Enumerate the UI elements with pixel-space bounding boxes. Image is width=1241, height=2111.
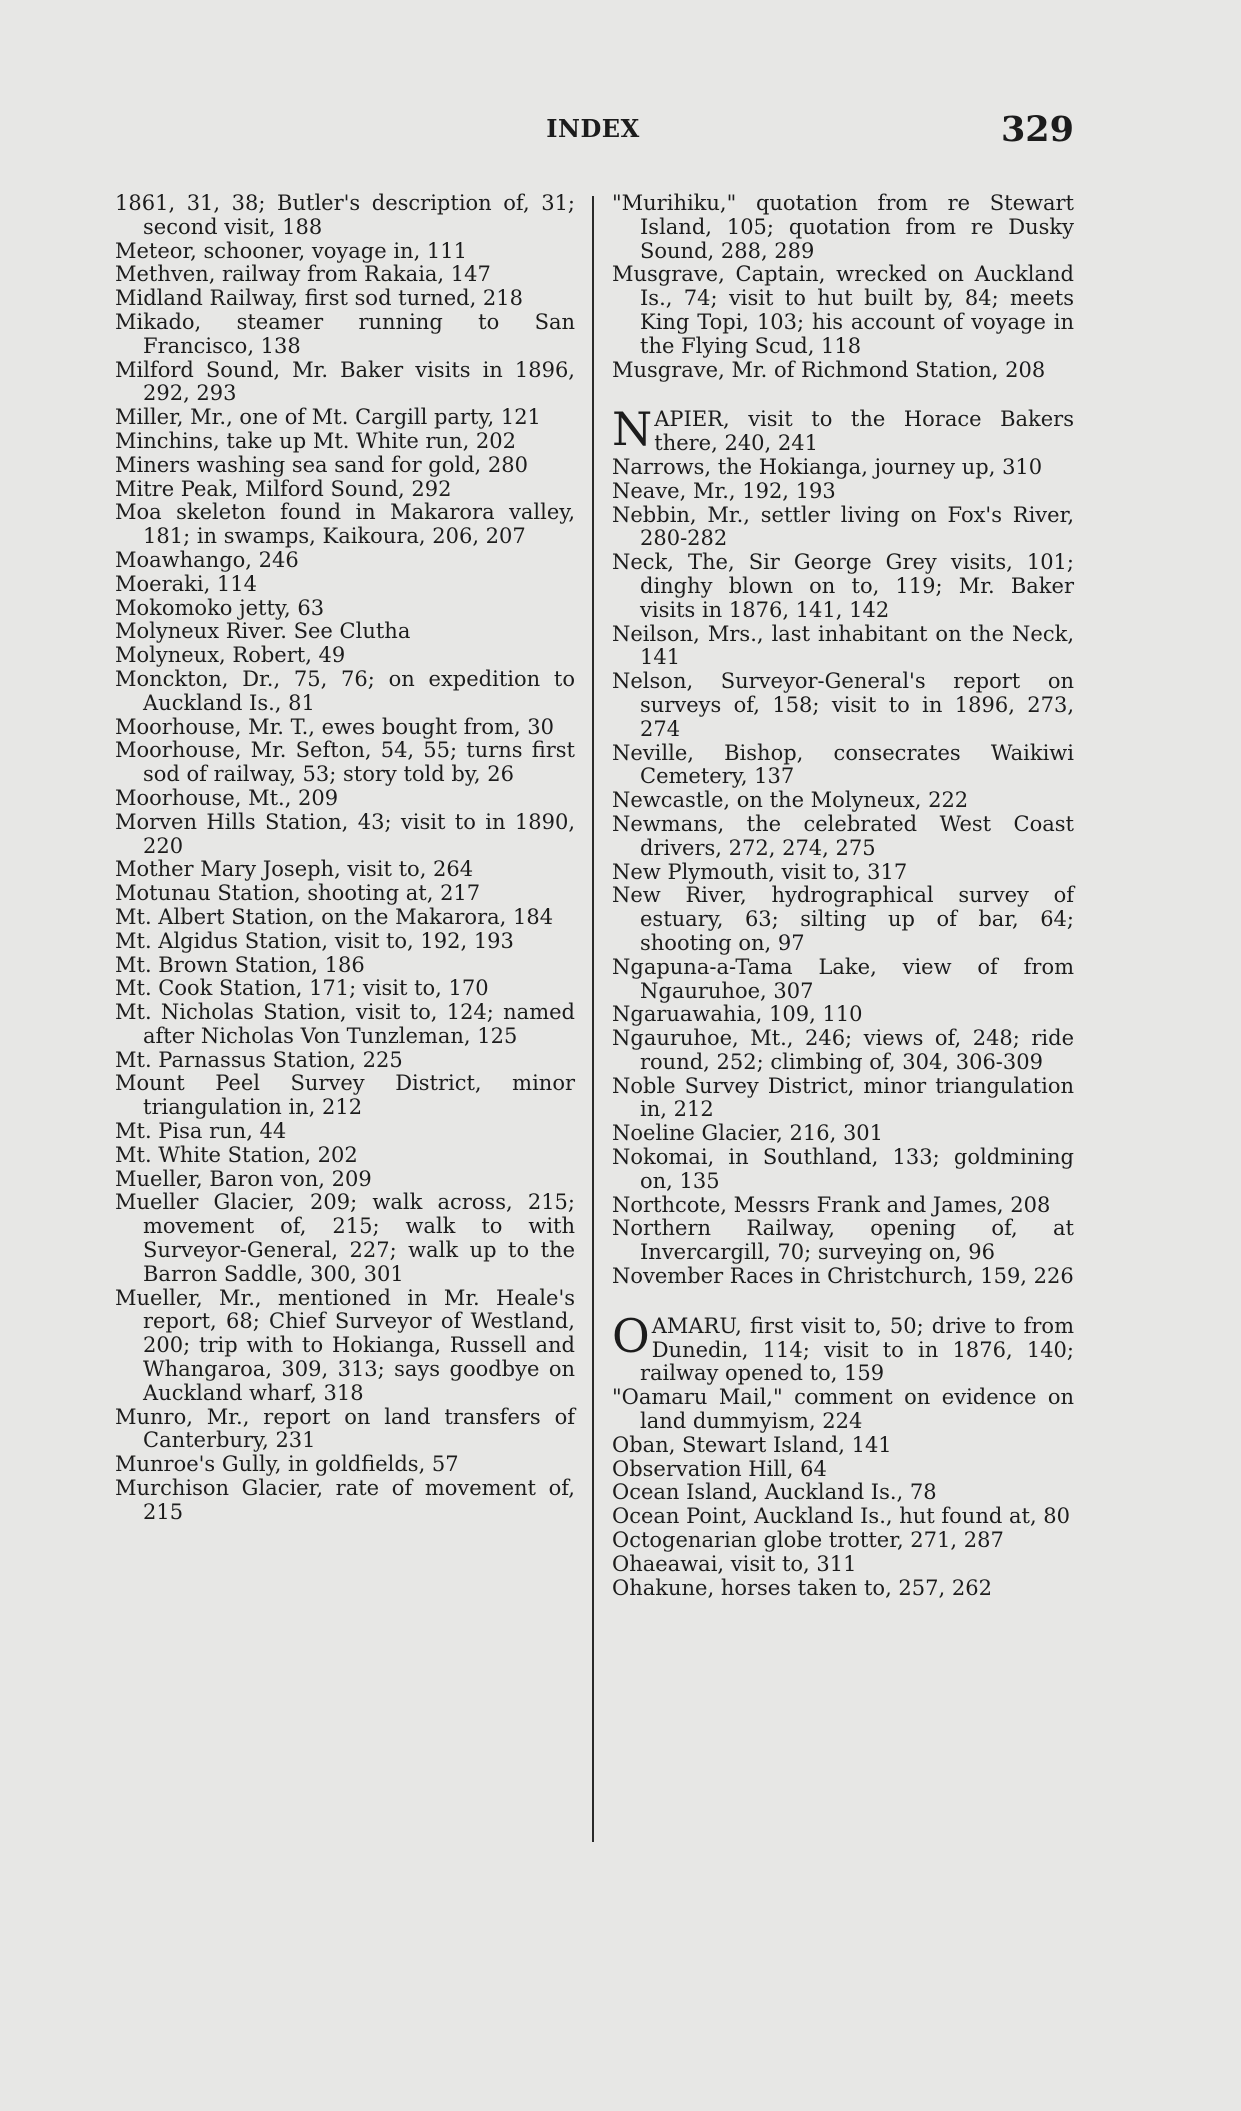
index-entry: Ocean Island, Auckland Is., 78 <box>612 1480 937 1505</box>
index-entry: Mother Mary Joseph, visit to, 264 <box>115 857 474 882</box>
index-entry: Moorhouse, Mr. Sefton, 54, 55; turns first sod of railway, 53; story told by, 26 <box>115 738 575 787</box>
index-group-o <box>612 1308 1074 1601</box>
index-entry: Neilson, Mrs., last inhabitant on the Neck, 141 <box>612 621 1074 670</box>
index-entry: Newcastle, on the Molyneux, 222 <box>612 788 969 813</box>
index-entry: Molyneux, Robert, 49 <box>115 643 346 668</box>
index-entry-lead <box>612 1308 1074 1386</box>
index-entry: Mokomoko jetty, 63 <box>115 595 325 620</box>
index-entry: 1861, 31, 38; Butler's description of, 31; second visit, 188 <box>115 191 575 239</box>
index-entry: Ohakune, horses taken to, 257, 262 <box>612 1575 992 1600</box>
index-entry: Neave, Mr., 192, 193 <box>612 478 836 503</box>
index-entry: Observation Hill, 64 <box>612 1456 827 1481</box>
section-gap <box>612 1289 1074 1315</box>
index-entry: Miners washing sea sand for gold, 280 <box>115 452 528 477</box>
index-entry: Moeraki, 114 <box>115 571 258 596</box>
index-entry: Mt. Parnassus Station, 225 <box>115 1047 403 1072</box>
index-entry: Mueller, Mr., mentioned in Mr. Heale's report, 68; Chief Surveyor of Westland, 200; trip with to Hokianga, Russell and Whangaroa, 309, 313; says goodbye on Auckland wharf, 318 <box>115 1285 575 1405</box>
index-entry: Moa skeleton found in Makarora valley, 181; in swamps, Kaikoura, 206, 207 <box>115 500 575 549</box>
index-entry: Noeline Glacier, 216, 301 <box>612 1121 884 1146</box>
index-entry: Northern Railway, opening of, at Invercargill, 70; surveying on, 96 <box>612 1216 1074 1265</box>
index-entry: Mt. White Station, 202 <box>115 1142 358 1167</box>
page-number: 329 <box>1000 109 1074 150</box>
index-entry: Northcote, Messrs Frank and James, 208 <box>612 1192 1051 1217</box>
index-entry: Newmans, the celebrated West Coast drivers, 272, 274, 275 <box>612 811 1074 860</box>
index-entry: Moorhouse, Mt., 209 <box>115 785 339 810</box>
index-entry: Mt. Cook Station, 171; visit to, 170 <box>115 976 489 1001</box>
index-entry: Oban, Stewart Island, 141 <box>612 1432 892 1457</box>
index-entry: Monckton, Dr., 75, 76; on expedition to Auckland Is., 81 <box>115 666 575 715</box>
index-entry: Ocean Point, Auckland Is., hut found at, 80 <box>612 1504 1071 1529</box>
index-entry: Ohaeawai, visit to, 311 <box>612 1551 857 1576</box>
index-entry: Mt. Algidus Station, visit to, 192, 193 <box>115 928 514 953</box>
index-entry: Neville, Bishop, consecrates Waikiwi Cemetery, 137 <box>612 740 1074 789</box>
index-entry: Methven, railway from Rakaia, 147 <box>115 262 491 287</box>
index-entry: "Oamaru Mail," comment on evidence on land dummyism, 224 <box>612 1385 1074 1434</box>
index-entry: Miller, Mr., one of Mt. Cargill party, 121 <box>115 405 541 430</box>
index-entry: Musgrave, Captain, wrecked on Auckland Is., 74; visit to hut built by, 84; meets King Topi, 103; his account of voyage in the Flying Scud, 118 <box>612 262 1074 358</box>
index-entry: Minchins, take up Mt. White run, 202 <box>115 428 517 453</box>
index-entry: Munroe's Gully, in goldfields, 57 <box>115 1452 459 1477</box>
page-header <box>112 109 1074 152</box>
column-rule <box>592 196 594 1842</box>
index-entry: Mount Peel Survey District, minor triangulation in, 212 <box>115 1071 575 1120</box>
index-entry: Ngaruawahia, 109, 110 <box>612 1002 863 1027</box>
index-entry: Nokomai, in Southland, 133; goldmining on, 135 <box>612 1145 1074 1193</box>
index-entry: Ngauruhoe, Mt., 246; views of, 248; ride round, 252; climbing of, 304, 306-309 <box>612 1026 1074 1074</box>
index-entry: Murchison Glacier, rate of movement of, 215 <box>115 1476 575 1524</box>
index-entry: New River, hydrographical survey of estuary, 63; silting up of bar, 64; shooting on, 97 <box>612 883 1074 955</box>
index-entry: Mikado, steamer running to San Francisco, 138 <box>115 309 575 358</box>
index-entry: Mt. Nicholas Station, visit to, 124; named after Nicholas Von Tunzleman, 125 <box>115 1000 575 1048</box>
index-entry: Octogenarian globe trotter, 271, 287 <box>612 1528 1004 1553</box>
index-entry: Narrows, the Hokianga, journey up, 310 <box>612 454 1043 479</box>
index-entry: Midland Railway, first sod turned, 218 <box>115 286 524 311</box>
index-column-left <box>115 192 575 1525</box>
drop-cap-letter: N <box>612 402 653 457</box>
index-entry: Molyneux River. See Clutha <box>115 619 411 644</box>
index-entry: Ngapuna-a-Tama Lake, view of from Ngauruhoe, 307 <box>612 954 1074 1003</box>
index-entry: Meteor, schooner, voyage in, 111 <box>115 238 468 263</box>
index-entry: Moorhouse, Mr. T., ewes bought from, 30 <box>115 714 555 739</box>
index-entry: Mitre Peak, Milford Sound, 292 <box>115 476 452 501</box>
index-entry-lead <box>612 402 1074 457</box>
index-entry: Milford Sound, Mr. Baker visits in 1896, 292, 293 <box>115 357 575 406</box>
index-group-m <box>612 192 1074 382</box>
index-entry: Noble Survey District, minor triangulation in, 212 <box>612 1073 1074 1122</box>
index-entry: Morven Hills Station, 43; visit to in 1890, 220 <box>115 809 575 858</box>
index-entry: Munro, Mr., report on land transfers of Canterbury, 231 <box>115 1404 575 1453</box>
index-entry: November Races in Christchurch, 159, 226 <box>612 1264 1074 1289</box>
index-entry: Mt. Brown Station, 186 <box>115 952 365 977</box>
index-entry: Mueller Glacier, 209; walk across, 215; movement of, 215; walk to with Surveyor-General, 227; walk up to the Barron Saddle, 300, 301 <box>115 1190 575 1286</box>
index-entry: Moawhango, 246 <box>115 547 299 572</box>
index-entry: New Plymouth, visit to, 317 <box>612 859 908 884</box>
section-gap <box>612 382 1074 408</box>
index-group-n <box>612 402 1074 1289</box>
lead-entry-text: AMARU, first visit to, 50; drive to from Dunedin, 114; visit to in 1876, 140; railway opened to, 159 <box>640 1313 1074 1386</box>
index-entry: Neck, The, Sir George Grey visits, 101; dinghy blown on to, 119; Mr. Baker visits in 1876, 141, 142 <box>612 550 1074 622</box>
index-entry: Nelson, Surveyor-General's report on surveys of, 158; visit to in 1896, 273, 274 <box>612 669 1074 741</box>
index-entry: Mueller, Baron von, 209 <box>115 1166 372 1191</box>
index-entry: "Murihiku," quotation from re Stewart Island, 105; quotation from re Dusky Sound, 288, 289 <box>612 191 1074 263</box>
index-entry: Musgrave, Mr. of Richmond Station, 208 <box>612 357 1046 382</box>
index-entry: Motunau Station, shooting at, 217 <box>115 881 481 906</box>
index-column-right <box>612 192 1074 1600</box>
lead-entry-text: APIER, visit to the Horace Bakers there, 240, 241 <box>654 407 1074 456</box>
index-entry: Mt. Pisa run, 44 <box>115 1119 287 1144</box>
index-entry: Nebbin, Mr., settler living on Fox's River, 280-282 <box>612 502 1074 551</box>
index-entry: Mt. Albert Station, on the Makarora, 184 <box>115 904 554 929</box>
drop-cap-letter: O <box>612 1308 650 1363</box>
running-title: INDEX <box>546 114 640 143</box>
